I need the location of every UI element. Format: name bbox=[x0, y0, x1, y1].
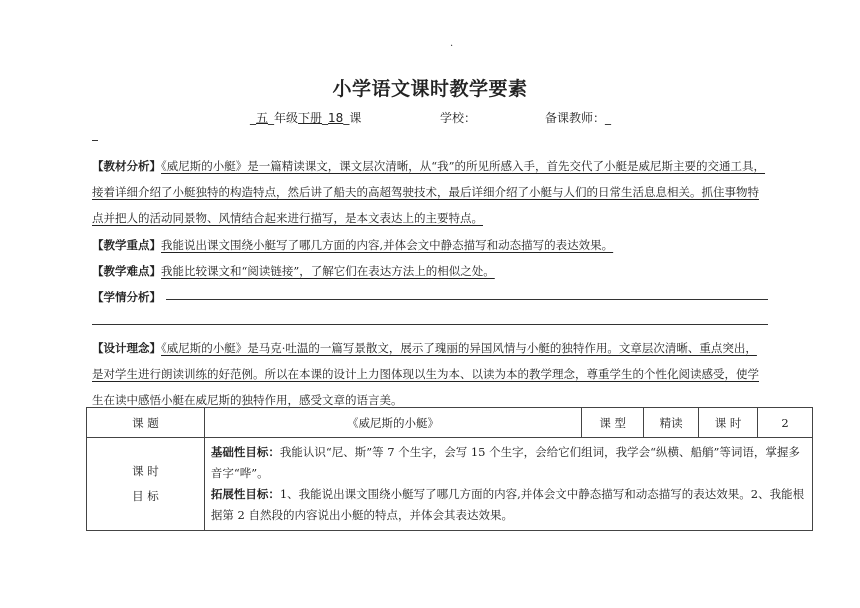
type-value: 精读 bbox=[644, 408, 699, 438]
student-analysis-blank[interactable] bbox=[166, 299, 768, 300]
extended-objective-label: 拓展性目标： bbox=[210, 487, 280, 501]
textbook-analysis-label: 【教材分析】 bbox=[92, 159, 161, 173]
hours-value: 2 bbox=[758, 408, 813, 438]
lesson-target-label bbox=[87, 438, 205, 531]
basic-objective-label: 基础性目标： bbox=[210, 445, 280, 459]
school-label: 学校： bbox=[440, 111, 477, 125]
lesson-objectives bbox=[204, 438, 812, 531]
table-row bbox=[87, 408, 813, 438]
key-point-text: 我能说出课文围绕小艇写了哪几方面的内容,并体会文中静态描写和动态描写的表达效果。 bbox=[161, 238, 614, 252]
design-concept-label: 【设计理念】 bbox=[92, 341, 161, 355]
top-mark: . bbox=[450, 38, 454, 49]
basic-objective-text: 我能认识“尼、斯”等 7 个生字，会写 15 个生字，会给它们组词，我学会“纵横、船艄”等词语，掌握多音字“哗”。 bbox=[210, 445, 800, 480]
blank-line bbox=[92, 324, 768, 325]
grade-suffix: _年级 bbox=[268, 111, 299, 125]
lesson-table bbox=[86, 407, 813, 531]
topic-value: 《威尼斯的小艇》 bbox=[204, 408, 581, 438]
volume-field: 下册 bbox=[298, 111, 323, 125]
lesson-sep: _ bbox=[322, 111, 329, 125]
key-point-label: 【教学重点】 bbox=[92, 238, 161, 252]
difficulty-label: 【教学难点】 bbox=[92, 264, 161, 278]
type-label: 课 型 bbox=[582, 408, 644, 438]
target-label-line-2: 目 标 bbox=[132, 489, 159, 503]
extended-objective-text: 1、我能说出课文围绕小艇写了哪几方面的内容,并体会文中静态描写和动态描写的表达效果。2、我能根据第 2 自然段的内容说出小艇的特点，并体会其表达效果。 bbox=[210, 487, 805, 522]
student-analysis-label: 【学情分析】 bbox=[92, 290, 161, 304]
design-concept-section bbox=[92, 335, 768, 413]
grade-prefix: _ bbox=[250, 111, 256, 125]
hours-label: 课 时 bbox=[699, 408, 758, 438]
lesson-number-field: 18 bbox=[328, 111, 344, 125]
difficulty-text: 我能比较课文和“阅读链接”，了解它们在表达方法上的相似之处。 bbox=[161, 264, 495, 278]
page-title: 小学语文课时教学要素 bbox=[332, 78, 528, 100]
topic-label: 课 题 bbox=[87, 408, 205, 438]
textbook-analysis-section bbox=[92, 153, 768, 231]
student-analysis-section bbox=[92, 284, 768, 310]
grade-field: 五 bbox=[256, 111, 269, 125]
textbook-analysis-text: 《威尼斯的小艇》是一篇精读课文，课文层次清晰，从“我”的所见所感入手，首先交代了小艇是威尼斯主要的交通工具，接着详细介绍了小艇独特的构造特点，然后讲了船夫的高超驾驶技术，最后详细介绍了小艇与人们的日常生活息息相关。抓住事物特点并把人的活动同景物、风情结合起来进行描写，是本文表达上的主要特点。 bbox=[92, 159, 766, 225]
design-concept-text: 《威尼斯的小艇》是马克·吐温的一篇写景散文，展示了瑰丽的异国风情与小艇的独特作用。文章层次清晰、重点突出，是对学生进行朗读训练的好范例。所以在本课的设计上力图体现以生为本、以读为本的教学理念，尊重学生的个性化阅读感受，使学生在读中感悟小艇在威尼斯的独特作用，感受文章的语言美。 bbox=[92, 341, 759, 407]
grade-info bbox=[250, 109, 361, 126]
target-label-line-1: 课 时 bbox=[132, 464, 159, 478]
margin-tick bbox=[92, 140, 98, 141]
table-row bbox=[87, 438, 813, 531]
key-point-section bbox=[92, 232, 768, 258]
lesson-suffix: _课 bbox=[343, 111, 362, 125]
extended-objective bbox=[211, 484, 806, 526]
basic-objective bbox=[211, 442, 806, 484]
difficulty-section bbox=[92, 258, 768, 284]
teacher-label: 备课教师：_ bbox=[545, 111, 612, 125]
